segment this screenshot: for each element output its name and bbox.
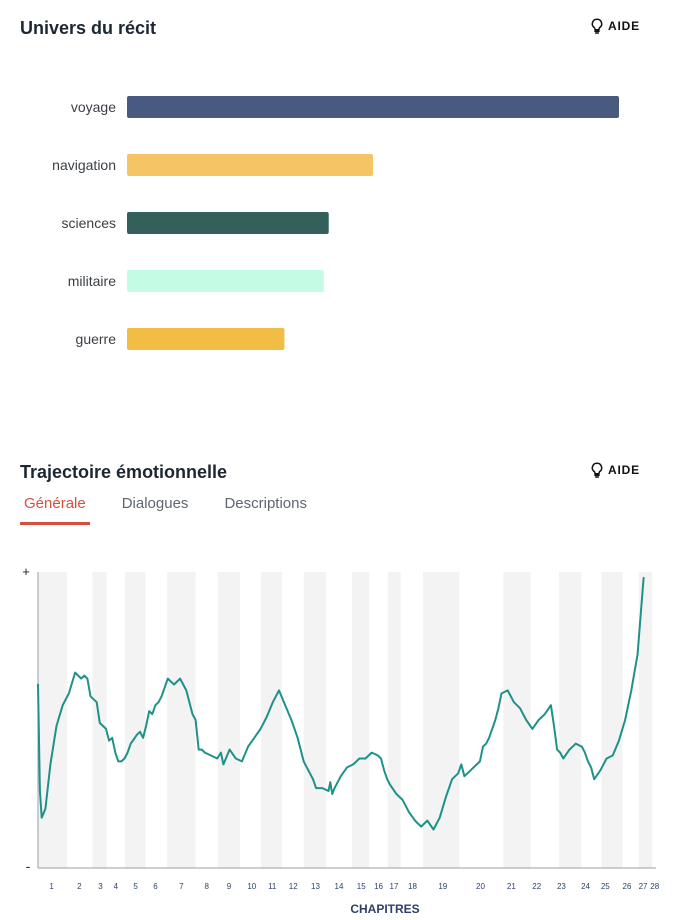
universe-title: Univers du récit [20, 18, 157, 38]
lightbulb-icon [590, 18, 604, 34]
x-tick-label-11: 11 [268, 882, 277, 891]
x-tick-label-4: 4 [113, 882, 119, 891]
trajectory-help-label: AIDE [608, 463, 640, 477]
bar-label-voyage: voyage [70, 99, 116, 115]
x-tick-label-23: 23 [556, 882, 566, 891]
chapter-band-17 [388, 572, 401, 868]
x-tick-label-10: 10 [247, 882, 257, 891]
x-tick-label-3: 3 [98, 882, 103, 891]
bar-navigation[interactable] [127, 154, 373, 176]
x-tick-label-1: 1 [49, 882, 54, 891]
chapter-band-13 [304, 572, 326, 868]
chapter-band-1 [38, 572, 67, 868]
universe-help-label: AIDE [608, 19, 640, 33]
bar-militaire[interactable] [127, 270, 324, 292]
bar-label-navigation: navigation [52, 157, 116, 173]
x-tick-label-28: 28 [650, 882, 660, 891]
tab-generale[interactable]: Générale [20, 492, 90, 525]
x-tick-label-16: 16 [374, 882, 383, 891]
x-tick-label-17: 17 [389, 882, 399, 891]
chapter-band-7 [167, 572, 195, 868]
x-tick-label-7: 7 [179, 882, 184, 891]
x-tick-label-12: 12 [288, 882, 298, 891]
bar-label-militaire: militaire [67, 273, 116, 289]
tab-descriptions[interactable]: Descriptions [224, 495, 307, 512]
lightbulb-icon [590, 462, 604, 478]
bar-label-sciences: sciences [61, 215, 116, 231]
emotional-trajectory-chart [0, 550, 694, 920]
chapter-band-9 [218, 572, 240, 868]
chapter-band-15 [352, 572, 369, 868]
x-tick-label-20: 20 [476, 882, 485, 891]
x-tick-label-9: 9 [226, 882, 232, 891]
bar-label-guerre: guerre [75, 331, 116, 347]
bar-sciences[interactable] [127, 212, 329, 234]
bar-voyage[interactable] [127, 96, 619, 118]
x-tick-label-19: 19 [438, 882, 448, 891]
x-tick-label-27: 27 [638, 882, 648, 891]
universe-help-button[interactable] [590, 18, 640, 34]
trajectory-tabs [20, 492, 339, 525]
chapter-band-5 [125, 572, 145, 868]
x-tick-label-26: 26 [622, 882, 632, 891]
x-tick-label-2: 2 [77, 882, 82, 891]
y-axis-top-label: + [22, 564, 30, 579]
x-tick-label-8: 8 [204, 882, 209, 891]
universe-bar-chart [0, 60, 694, 440]
trajectory-help-button[interactable] [590, 462, 640, 478]
x-tick-label-15: 15 [356, 882, 366, 891]
chapter-band-23 [559, 572, 581, 868]
y-axis-bottom-label: - [25, 858, 31, 874]
bar-guerre[interactable] [127, 328, 284, 350]
x-tick-label-6: 6 [153, 882, 158, 891]
x-tick-label-18: 18 [408, 882, 417, 891]
x-tick-label-21: 21 [506, 882, 516, 891]
x-tick-label-22: 22 [532, 882, 542, 891]
x-tick-label-13: 13 [311, 882, 320, 891]
chapter-band-25 [602, 572, 623, 868]
tab-dialogues[interactable]: Dialogues [121, 495, 189, 512]
x-tick-label-25: 25 [600, 882, 610, 891]
trajectory-title: Trajectoire émotionnelle [20, 462, 228, 482]
x-axis-title: CHAPITRES [350, 902, 420, 916]
x-tick-label-24: 24 [581, 882, 591, 891]
x-tick-label-14: 14 [334, 882, 344, 891]
x-tick-label-5: 5 [133, 882, 138, 891]
